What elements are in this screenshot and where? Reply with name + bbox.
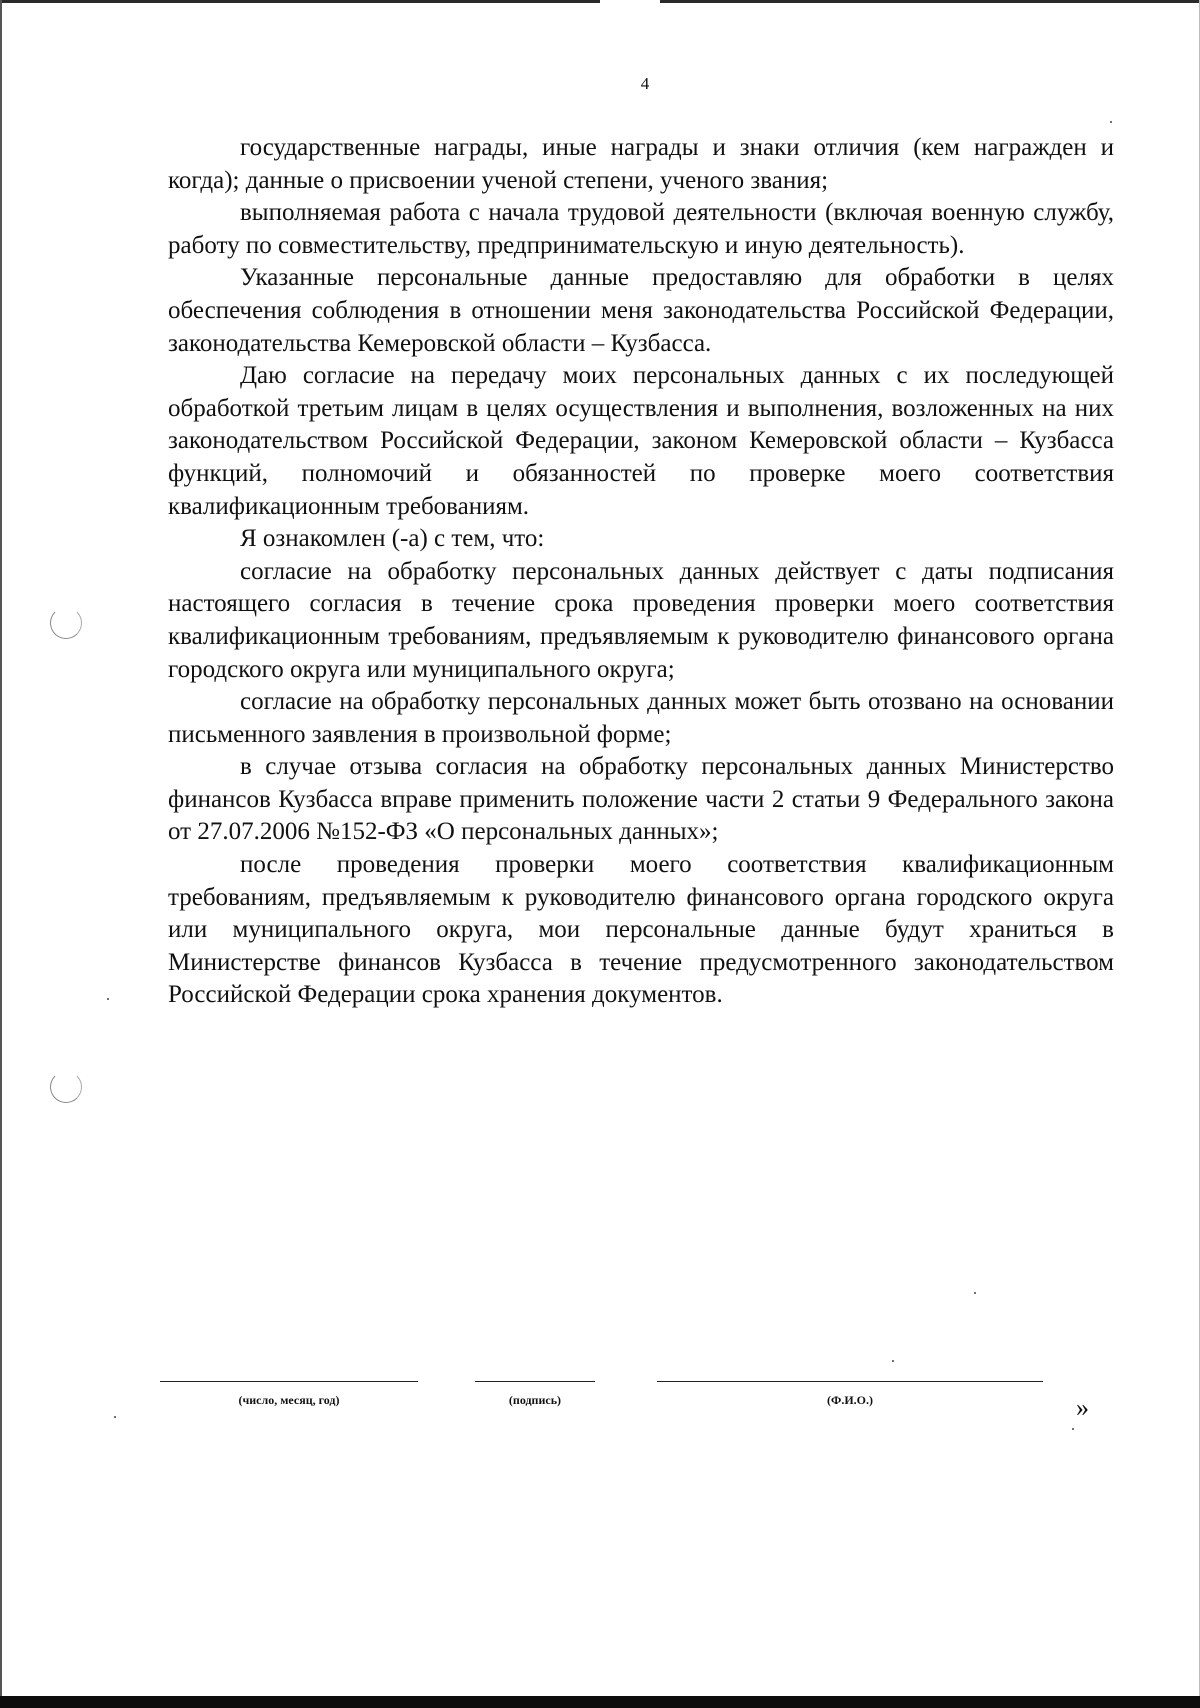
closing-quote-mark: » <box>1076 1393 1089 1422</box>
document-body <box>168 132 1114 1012</box>
punch-hole-mark <box>50 607 82 639</box>
scan-speck <box>1072 1428 1074 1430</box>
paragraph-revocation-consequence: в случае отзыва согласия на обработку персональных данных Министерство финансов Кузбасса вправе применить положение части 2 статьи 9 Федерального закона от 27.07.2006 №152-ФЗ «О персональных данных»; <box>168 753 1114 846</box>
scan-speck <box>974 1292 976 1294</box>
signature-label: (подпись) <box>508 1393 562 1407</box>
paragraph-work-history: выполняемая работа с начала трудовой деятельности (включая военную службу, работу по совместительству, предпринимательскую и иную деятельность). <box>168 199 1114 259</box>
paragraph-purpose: Указанные персональные данные предоставляю для обработки в целях обеспечения соблюдения в отношении меня законодательства Российской Федерации, законодательства Кемеровской области – Кузбасса. <box>168 264 1114 357</box>
date-label: (число, месяц, год) <box>238 1393 340 1407</box>
page-number: 4 <box>640 74 650 93</box>
name-signature-line <box>657 1381 1043 1382</box>
scan-speck <box>114 1416 116 1418</box>
paragraph-awards: государственные награды, иные награды и знаки отличия (кем награжден и когда); данные о присвоении ученой степени, ученого звания; <box>168 134 1114 194</box>
paragraph-revocation: согласие на обработку персональных данных может быть отозвано на основании письменного заявления в произвольной форме; <box>168 688 1114 748</box>
scan-speck <box>1110 121 1112 123</box>
scan-speck <box>892 1360 894 1362</box>
paragraph-transfer-consent: Даю согласие на передачу моих персональных данных с их последующей обработкой третьим лицам в целях осуществления и выполнения, возложенных на них законодательством Российской Федерации, законом Кемеровской области – Кузбасса функций, полномочий и обязанностей по проверке моего соответствия квалификационным требованиям. <box>168 362 1114 520</box>
scan-edge-bottom <box>0 1696 1200 1708</box>
scan-edge-left <box>0 0 2 1708</box>
paragraph-acknowledgement: Я ознакомлен (-а) с тем, что: <box>240 525 545 553</box>
paragraph-storage: после проведения проверки моего соответствия квалификационным требованиям, предъявляемым к руководителю финансового органа городского округа или муниципального округа, мои персональные данные будут храниться в Министерстве финансов Кузбасса в течение предусмотренного законодательством Российской Федерации срока хранения документов. <box>168 851 1114 1009</box>
date-signature-line <box>160 1381 418 1382</box>
paragraph-validity: согласие на обработку персональных данных действует с даты подписания настоящего согласия в течение срока проведения проверки моего соответствия квалификационным требованиям, предъявляемым к руководителю финансового органа городского округа или муниципального округа; <box>168 557 1114 683</box>
punch-hole-mark <box>50 1071 82 1103</box>
scan-edge-top-gap <box>600 0 660 3</box>
name-label: (Ф.И.О.) <box>827 1393 873 1407</box>
signature-line <box>475 1381 595 1382</box>
scan-speck <box>107 998 109 1000</box>
